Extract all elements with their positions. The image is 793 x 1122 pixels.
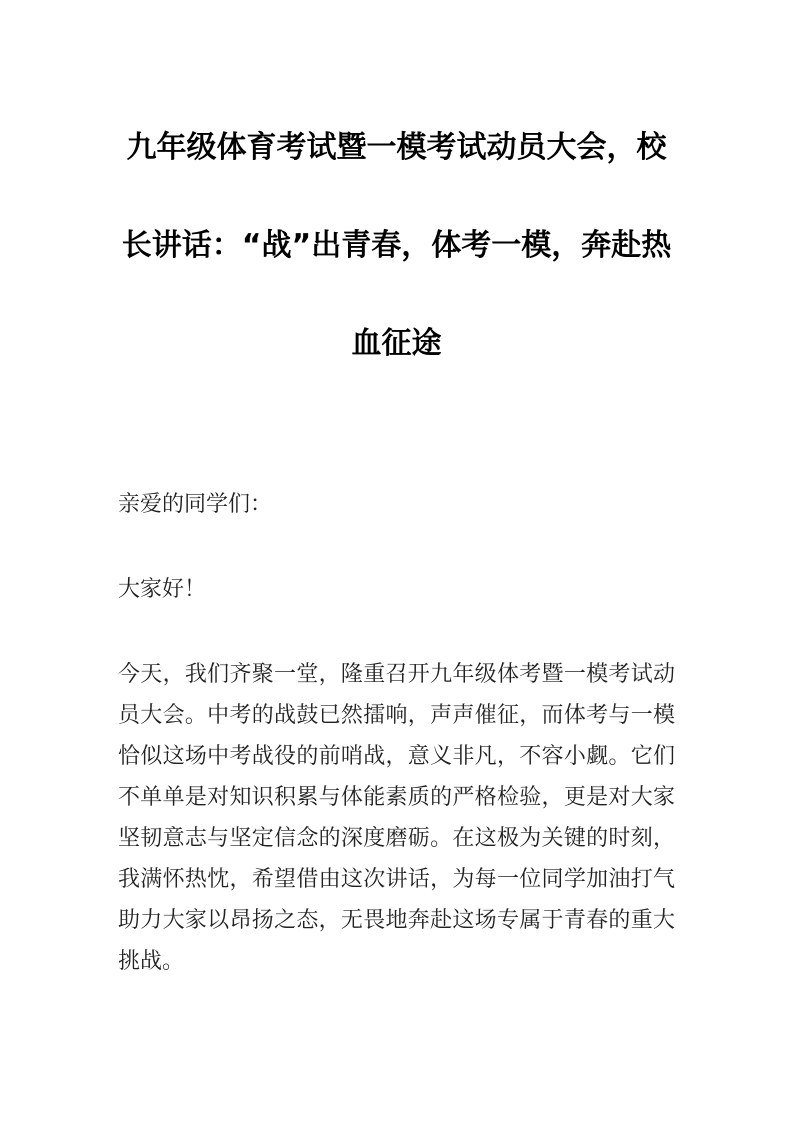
paragraph-salutation: 亲爱的同学们： bbox=[118, 492, 273, 517]
document-title: 九年级体育考试暨一模考试动员大会，校长讲话：“战”出青春，体考一模，奔赴热血征途 bbox=[121, 130, 672, 361]
paragraph-body: 今天，我们齐聚一堂，隆重召开九年级体考暨一模考试动员大会。中考的战鼓已然擂响，声声催征，而体考与一模恰似这场中考战役的前哨战，意义非凡，不容小觑。它们不单单是对知识积累与体能素质的严格检验，更是对大家坚韧意志与坚定信念的深度磨砺。在这极为关键的时刻，我满怀热忱，希望借由这次讲话，为每一位同学加油打气助力大家以昂扬之态，无畏地奔赴这场专属于青春的重大挑战。 bbox=[118, 662, 675, 974]
paragraph-greeting: 大家好！ bbox=[118, 577, 207, 602]
